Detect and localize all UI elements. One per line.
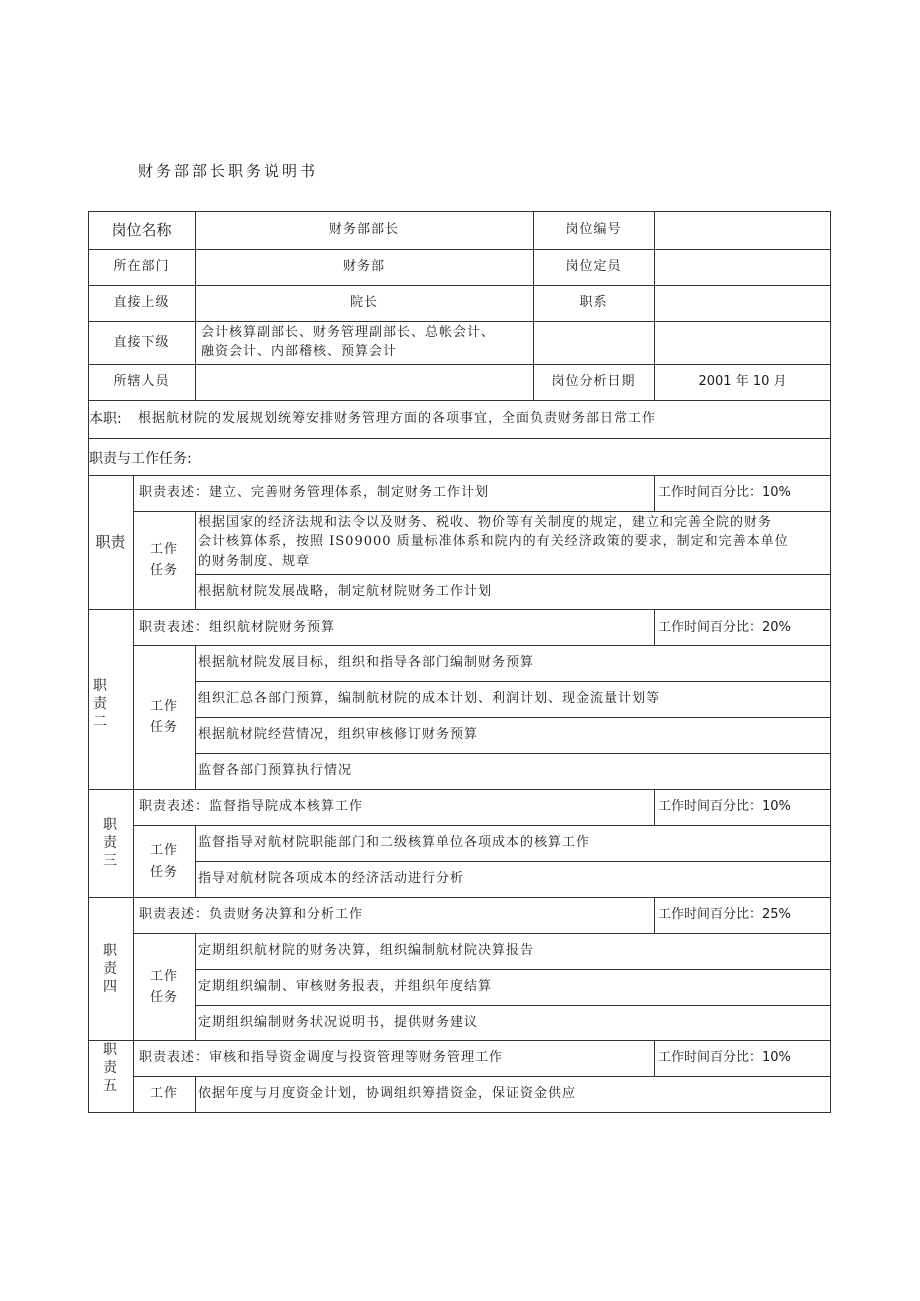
duty-4-task-label-1: 工作 xyxy=(149,969,178,984)
dept-value: 财务部 xyxy=(342,259,385,274)
duty-2-task-3: 根据航材院经营情况，组织审核修订财务预算 xyxy=(198,727,479,742)
duty-5-time: 工作时间百分比：10% xyxy=(658,1050,791,1065)
analysis-date-label: 岗位分析日期 xyxy=(551,374,636,389)
duty-4-task-3: 定期组织编制财务状况说明书，提供财务建议 xyxy=(198,1015,479,1030)
duty-2-task-1: 根据航材院发展目标，组织和指导各部门编制财务预算 xyxy=(198,655,535,670)
duty-1-time: 工作时间百分比：10% xyxy=(658,485,791,500)
subordinate-line-1: 会计核算副部长、财务管理副部长、总帐会计、 xyxy=(201,325,496,340)
staff-label: 所辖人员 xyxy=(113,374,170,389)
duty-1-task-1-line-1: 根据国家的经济法规和法令以及财务、税收、物价等有关制度的规定，建立和完善全院的财务 xyxy=(198,515,773,530)
duty-4-statement: 职责表述：负责财务决算和分析工作 xyxy=(139,907,364,922)
duty-4-name: 职责四 xyxy=(103,943,117,995)
duty-1-task-1-line-3: 的财务制度、规章 xyxy=(198,554,311,569)
superior-value: 院长 xyxy=(349,295,378,310)
analysis-date-value: 2001 年 10 月 xyxy=(698,374,787,389)
subordinate-label: 直接下级 xyxy=(113,335,170,350)
mission-label: 本职: xyxy=(89,411,122,427)
superior-label: 直接上级 xyxy=(113,295,170,310)
duty-3-task-2: 指导对航材院各项成本的经济活动进行分析 xyxy=(198,871,465,886)
duty-1-task-label-1: 工作 xyxy=(149,542,178,557)
duty-5-task-label-1: 工作 xyxy=(149,1086,178,1101)
duty-2-name: 职责二 xyxy=(93,678,107,730)
duty-2-task-2: 组织汇总各部门预算，编制航材院的成本计划、利润计划、现金流量计划等 xyxy=(198,691,661,706)
duty-4-time: 工作时间百分比：25% xyxy=(658,907,791,922)
duty-2-time: 工作时间百分比：20% xyxy=(658,620,791,635)
duties-heading: 职责与工作任务: xyxy=(89,451,192,467)
duty-2-task-label-1: 工作 xyxy=(149,699,178,714)
rank-label: 职系 xyxy=(579,295,608,310)
duty-3-name: 职责三 xyxy=(103,817,117,869)
page-title: 财务部部长职务说明书 xyxy=(138,162,319,180)
duty-1-task-2: 根据航材院发展战略，制定航材院财务工作计划 xyxy=(198,584,493,599)
mission-text: 根据航材院的发展规划统筹安排财务管理方面的各项事宜，全面负责财务部日常工作 xyxy=(138,411,657,426)
post-name-value: 财务部部长 xyxy=(328,222,399,237)
duty-5-task-1: 依据年度与月度资金计划，协调组织筹措资金，保证资金供应 xyxy=(198,1086,577,1101)
duty-5-name: 职责五 xyxy=(103,1042,117,1094)
duty-2-task-4: 监督各部门预算执行情况 xyxy=(198,763,353,778)
duty-3-task-1: 监督指导对航材院职能部门和二级核算单位各项成本的核算工作 xyxy=(198,835,591,850)
duty-2-task-label-2: 任务 xyxy=(149,720,178,735)
subordinate-line-2: 融资会计、内部稽核、预算会计 xyxy=(201,344,398,359)
duty-3-task-label-2: 任务 xyxy=(149,865,178,880)
duty-1-statement: 职责表述：建立、完善财务管理体系，制定财务工作计划 xyxy=(139,485,490,500)
post-name-label: 岗位名称 xyxy=(111,221,172,239)
duty-1-task-label-2: 任务 xyxy=(149,563,178,578)
dept-label: 所在部门 xyxy=(113,259,170,274)
duty-2-statement: 职责表述：组织航材院财务预算 xyxy=(139,620,336,635)
duty-3-task-label-1: 工作 xyxy=(149,843,178,858)
duty-4-task-1: 定期组织航材院的财务决算，组织编制航材院决算报告 xyxy=(198,943,535,958)
job-description-table xyxy=(88,211,831,1113)
duty-3-time: 工作时间百分比：10% xyxy=(658,799,791,814)
post-code-label: 岗位编号 xyxy=(565,222,622,237)
duty-1-task-1-line-2: 会计核算体系，按照 IS09000 质量标准体系和院内的有关经济政策的要求，制定和完善本单位 xyxy=(198,534,789,549)
duty-4-task-label-2: 任务 xyxy=(149,990,178,1005)
duty-1-name: 职责 xyxy=(95,533,126,551)
quota-label: 岗位定员 xyxy=(565,259,622,274)
duty-3-statement: 职责表述：监督指导院成本核算工作 xyxy=(139,799,364,814)
duty-4-task-2: 定期组织编制、审核财务报表，并组织年度结算 xyxy=(198,979,493,994)
duty-5-statement: 职责表述：审核和指导资金调度与投资管理等财务管理工作 xyxy=(139,1050,504,1065)
